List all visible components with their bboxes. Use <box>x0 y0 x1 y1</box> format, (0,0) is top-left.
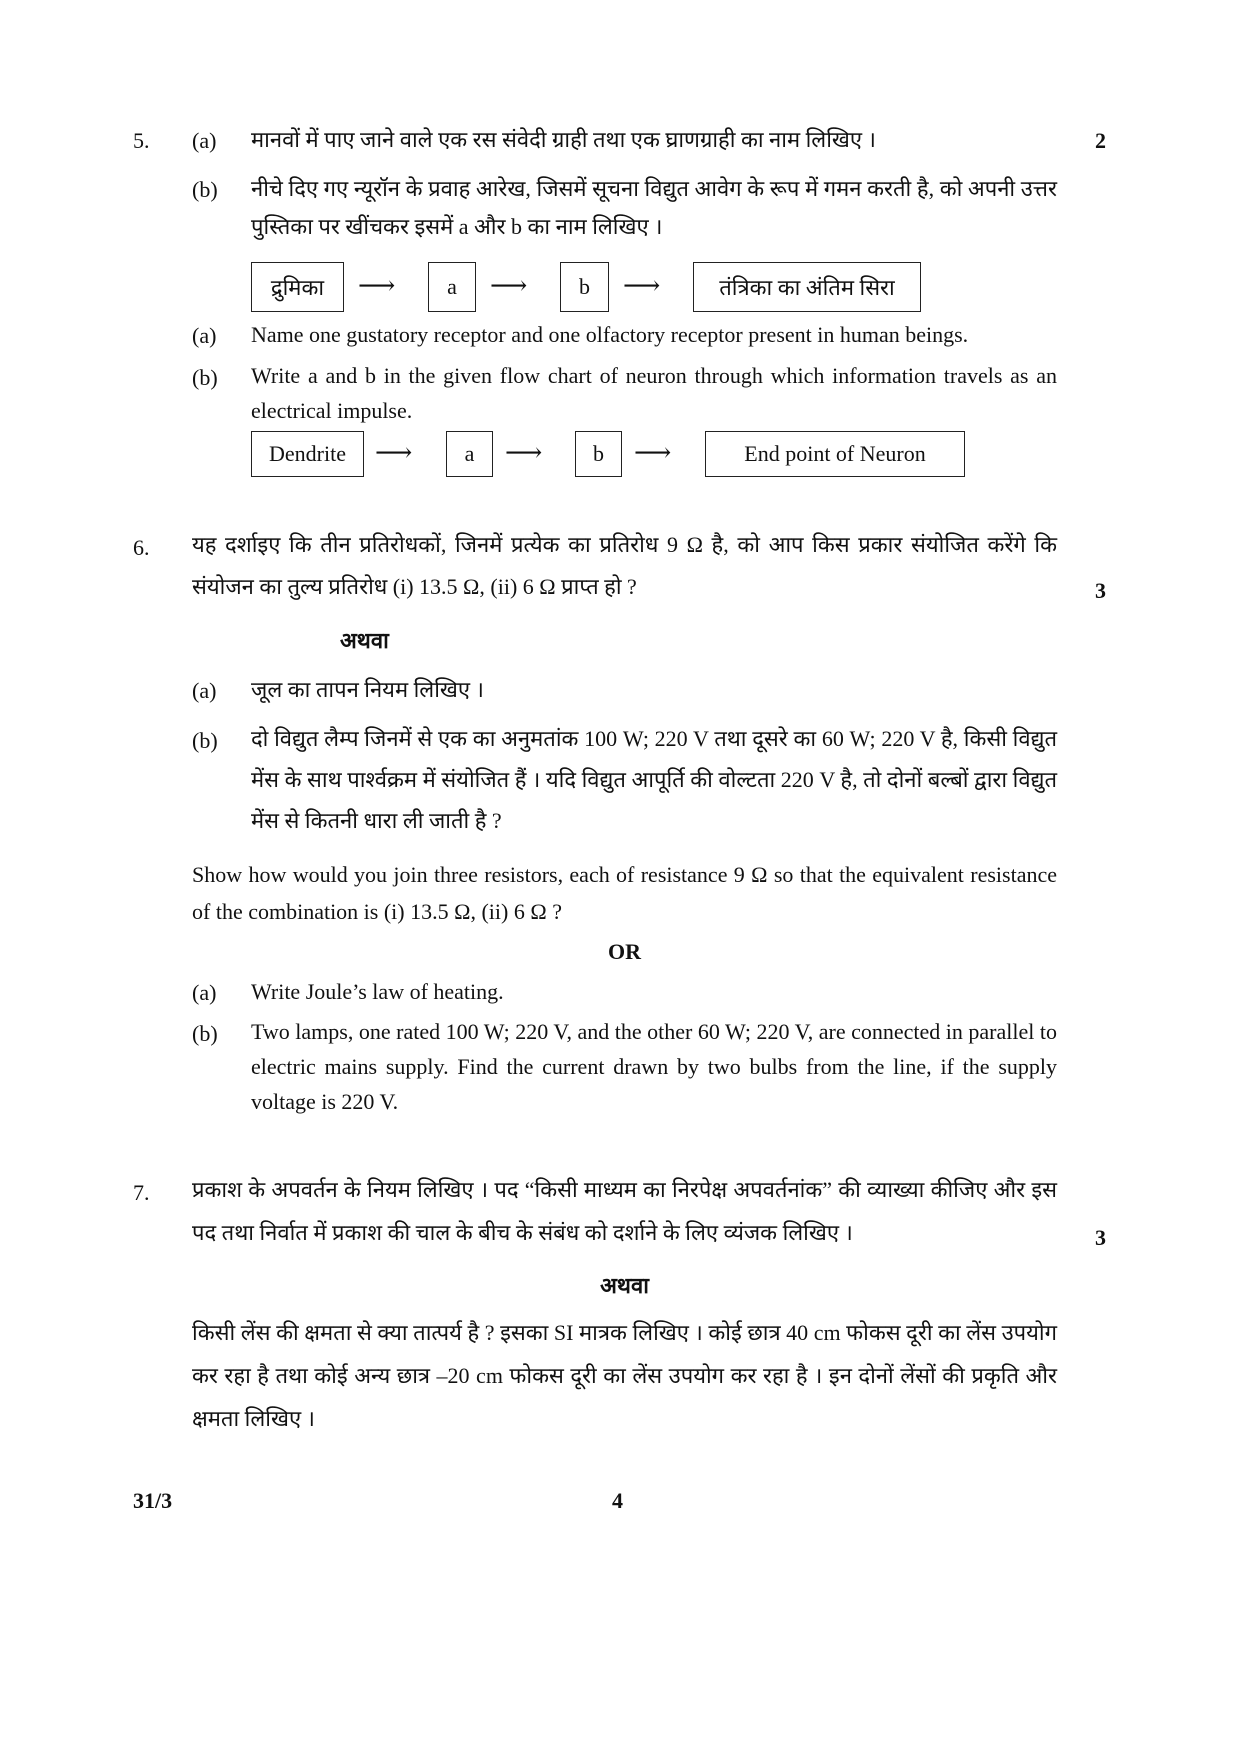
q6-hi-a-label: (a) <box>192 678 217 703</box>
q6-en-a-text: Write Joule’s law of heating. <box>251 979 504 1004</box>
flow-box-a-en: a <box>446 431 493 477</box>
q7-marks: 3 <box>1095 1225 1106 1250</box>
q7-number: 7. <box>133 1180 150 1205</box>
flow-box-neuron-end-en: End point of Neuron <box>705 431 965 477</box>
flow-box-a-hi: a <box>428 262 476 312</box>
q6-hi-or: अथवा <box>340 628 389 653</box>
q6-hi-a-text: जूल का तापन नियम लिखिए । <box>251 677 484 702</box>
q5-marks: 2 <box>1095 128 1106 153</box>
flow-arrow-icon: ⟶ <box>505 438 543 467</box>
q6-hi-main: यह दर्शाइए कि तीन प्रतिरोधकों, जिनमें प्रत्येक का प्रतिरोध 9 Ω है, को आप किस प्रकार संयोजित करेंगे कि संयोजन का तुल्य प्रतिरोध (i) 13.5 Ω, (ii) 6 Ω प्राप्त हो ? <box>192 532 1057 599</box>
q5-en-b-text: Write a and b in the given flow chart of neuron through which information travels as an electrical impulse. <box>251 363 1057 423</box>
q6-en-a-label: (a) <box>192 980 217 1005</box>
q7-hi-alt: किसी लेंस की क्षमता से क्या तात्पर्य है ? इसका SI मात्रक लिखिए । कोई छात्र 40 cm फोकस दूरी का लेंस उपयोग कर रहा है तथा कोई अन्य छात्र –20 cm फोकस दूरी का लेंस उपयोग कर रहा है । इन दोनों लेंसों की प्रकृति और क्षमता लिखिए । <box>192 1320 1057 1431</box>
q6-en-or: OR <box>608 939 641 964</box>
flow-box-dendrite-hi: द्रुमिका <box>251 262 344 312</box>
flow-arrow-icon: ⟶ <box>375 438 413 467</box>
q7-hi-main: प्रकाश के अपवर्तन के नियम लिखिए । पद “किसी माध्यम का निरपेक्ष अपवर्तनांक” की व्याख्या कीजिए और इस पद तथा निर्वात में प्रकाश की चाल के बीच के संबंध को दर्शाने के लिए व्यंजक लिखिए । <box>192 1177 1057 1245</box>
flow-arrow-icon: ⟶ <box>634 438 672 467</box>
q6-en-b-label: (b) <box>192 1021 218 1046</box>
flow-box-neuron-end-hi: तंत्रिका का अंतिम सिरा <box>693 262 921 312</box>
flow-arrow-icon: ⟶ <box>623 271 661 300</box>
q5-hi-a-text: मानवों में पाए जाने वाले एक रस संवेदी ग्राही तथा एक घ्राणग्राही का नाम लिखिए । <box>251 127 876 152</box>
flow-arrow-icon: ⟶ <box>490 271 528 300</box>
q6-marks: 3 <box>1095 578 1106 603</box>
page-number: 4 <box>612 1488 623 1513</box>
paper-code: 31/3 <box>133 1488 173 1513</box>
q5-en-b-label: (b) <box>192 365 218 390</box>
q6-hi-b-label: (b) <box>192 728 218 753</box>
q5-en-a-text: Name one gustatory receptor and one olfactory receptor present in human beings. <box>251 322 969 347</box>
q6-hi-b-text: दो विद्युत लैम्प जिनमें से एक का अनुमतांक 100 W; 220 V तथा दूसरे का 60 W; 220 V है, किसी विद्युत मेंस के साथ पार्श्वक्रम में संयोजित हैं । यदि विद्युत आपूर्ति की वोल्टता 220 V है, तो दोनों बल्बों द्वारा विद्युत मेंस से कितनी धारा ली जाती है ? <box>251 726 1057 833</box>
q5-hi-b-text: नीचे दिए गए न्यूरॉन के प्रवाह आरेख, जिसमें सूचना विद्युत आवेग के रूप में गमन करती है, को अपनी उत्तर पुस्तिका पर खींचकर इसमें a और b का नाम लिखिए । <box>251 176 1057 239</box>
q6-en-main: Show how would you join three resistors, each of resistance 9 Ω so that the equivalent resistance of the combination is (i) 13.5 Ω, (ii) 6 Ω ? <box>192 862 1057 924</box>
q6-number: 6. <box>133 535 150 560</box>
q5-en-a-label: (a) <box>192 323 217 348</box>
flow-box-b-hi: b <box>560 262 609 312</box>
q5-hi-a-label: (a) <box>192 128 217 153</box>
q5-hi-b-label: (b) <box>192 177 218 202</box>
q6-en-b-text: Two lamps, one rated 100 W; 220 V, and the other 60 W; 220 V, are connected in parallel to electric mains supply. Find the current drawn by two bulbs from the line, if the supply voltage is 220 V. <box>251 1019 1057 1114</box>
flow-arrow-icon: ⟶ <box>358 271 396 300</box>
q7-hi-or: अथवा <box>600 1273 649 1298</box>
flow-box-dendrite-en: Dendrite <box>251 431 364 477</box>
flow-box-b-en: b <box>575 431 622 477</box>
q5-number: 5. <box>133 128 150 153</box>
